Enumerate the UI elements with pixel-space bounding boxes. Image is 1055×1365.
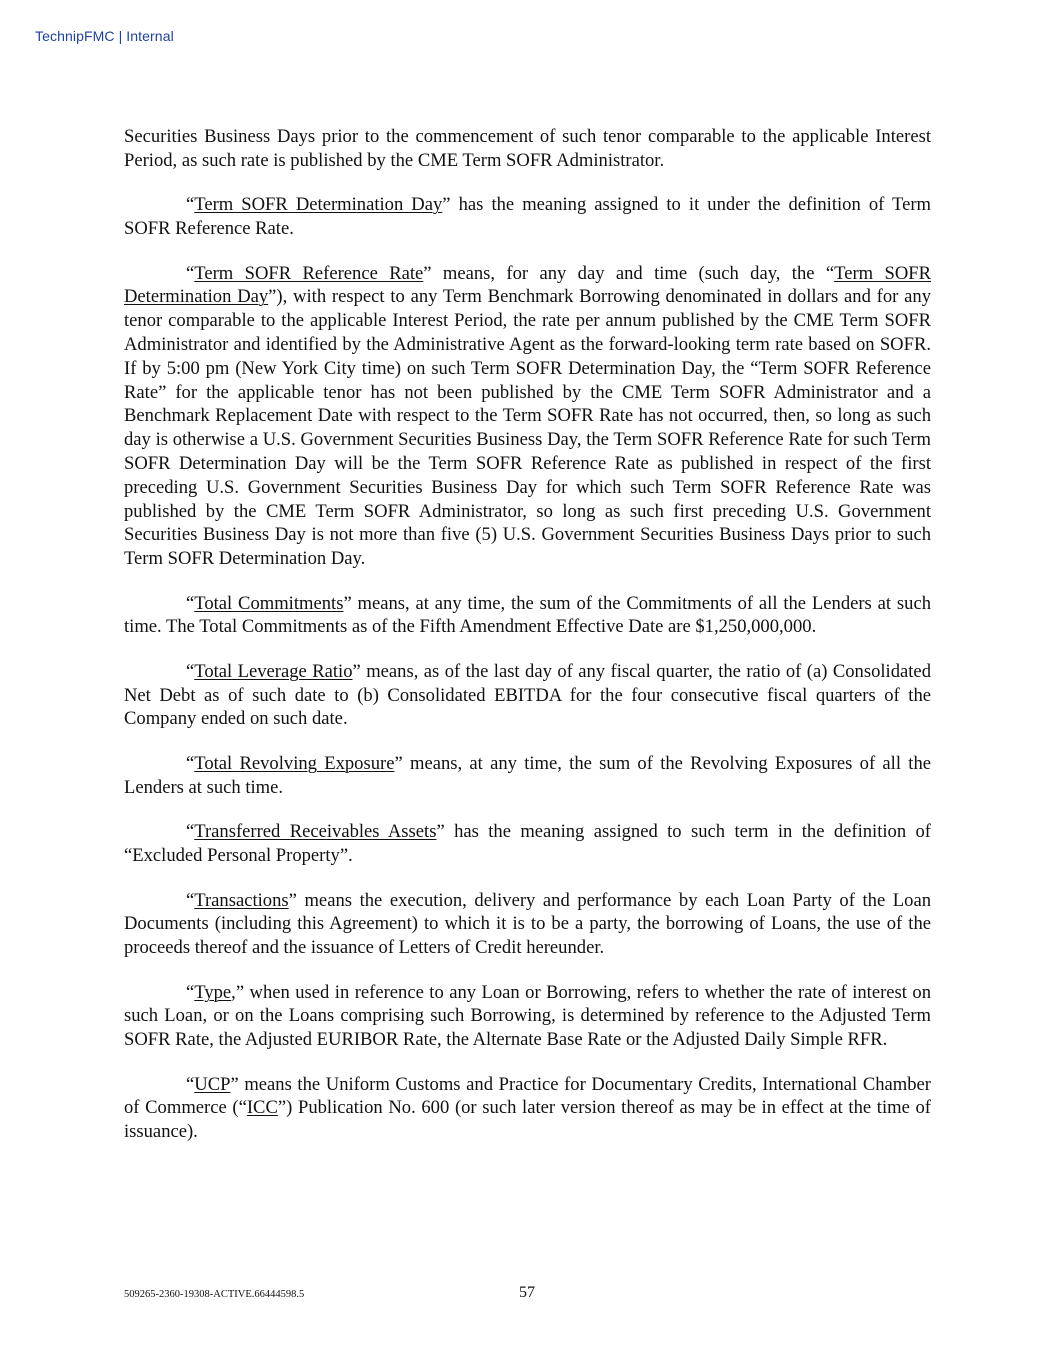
definition-total-leverage-ratio — [124, 660, 931, 731]
paragraph-text: “ — [186, 194, 195, 216]
paragraph-text: Securities Business Days prior to the commencement of such tenor comparable to the applicable Interest Period, as such rate is published by the CME Term SOFR Administrator. — [124, 126, 931, 171]
paragraph-text: “ — [186, 660, 195, 682]
definition-total-commitments — [124, 592, 931, 640]
paragraph-text: ” means, as of the last day of any fiscal quarter, the ratio of (a) Consolidated Net Debt as of such date to (b) Consolidated EBITDA for the four consecutive fiscal quarters of the Company ended on such date. — [124, 660, 931, 730]
continuation-paragraph — [124, 125, 931, 173]
defined-term: Term SOFR Determination Day — [194, 194, 443, 216]
definition-total-revolving-exposure — [124, 752, 931, 800]
paragraph-text: ” has the meaning assigned to it under the definition of Term SOFR Reference Rate. — [124, 194, 931, 240]
paragraph-text: “ — [186, 821, 195, 843]
paragraph-text: ”), with respect to any Term Benchmark Borrowing denominated in dollars and for any tenor comparable to the applicable Interest Period, the rate per annum published by the CME Term SOFR Administrator and identified by the Administrative Agent as the forward-looking term rate based on SOFR. If by 5:00 pm (New York City time) on such Term SOFR Determination Day, the “Term SOFR Reference Rate” for the applicable tenor has not been published by the CME Term SOFR Administrator and a Benchmark Replacement Date with respect to the Term SOFR Rate has not occurred, then, so long as such day is otherwise a U.S. Government Securities Business Day, the Term SOFR Reference Rate for such Term SOFR Determination Day will be the Term SOFR Reference Rate as published in respect of the first preceding U.S. Government Securities Business Day for which such Term SOFR Reference Rate was published by the CME Term SOFR Administrator, so long as such first preceding U.S. Government Securities Business Day is not more than five (5) U.S. Government Securities Business Days prior to such Term SOFR Determination Day. — [124, 286, 931, 570]
defined-term: Total Commitments — [194, 592, 344, 614]
classification-label: TechnipFMC | Internal — [35, 28, 174, 44]
paragraph-text: ” means the execution, delivery and performance by each Loan Party of the Loan Documents (including this Agreement) to which it is to be a party, the borrowing of Loans, the use of the proceeds thereof and the issuance of Letters of Credit hereunder. — [124, 889, 931, 959]
definition-term-sofr-reference-rate — [124, 262, 931, 571]
paragraph-text: “ — [186, 981, 195, 1003]
paragraph-text: ”) Publication No. 600 (or such later version thereof as may be in effect at the time of issuance). — [124, 1097, 932, 1143]
defined-term: UCP — [194, 1073, 231, 1095]
paragraph-text: ” means, at any time, the sum of the Commitments of all the Lenders at such time. The Total Commitments as of the Fifth Amendment Effective Date are $1,250,000,000. — [124, 592, 931, 638]
defined-term: Transferred Receivables Assets — [194, 821, 437, 843]
page-number: 57 — [519, 1284, 535, 1301]
definition-term-sofr-determination-day — [124, 193, 931, 241]
paragraph-text: ” means the Uniform Customs and Practice for Documentary Credits, International Chamber of Commerce (“ — [124, 1073, 931, 1119]
defined-term: ICC — [246, 1097, 278, 1119]
defined-term: Transactions — [194, 889, 289, 911]
paragraph-text: ” means, for any day and time (such day, the “ — [423, 262, 835, 284]
paragraph-text: “ — [186, 1073, 195, 1095]
defined-term: Term SOFR Determination Day — [124, 262, 931, 308]
defined-term: Total Revolving Exposure — [194, 752, 395, 774]
paragraph-text: “ — [186, 262, 195, 284]
paragraph-text: “ — [186, 592, 195, 614]
definition-ucp — [124, 1073, 931, 1144]
defined-term: Total Leverage Ratio — [194, 660, 353, 682]
paragraph-text: “ — [186, 752, 195, 774]
paragraph-text: ” has the meaning assigned to such term in the definition of “Excluded Personal Property”. — [124, 821, 931, 867]
definition-transferred-receivables-assets — [124, 820, 931, 868]
definition-transactions — [124, 889, 931, 960]
footer-document-id: 509265-2360-19308-ACTIVE.66444598.5 — [124, 1289, 305, 1300]
defined-term: Term SOFR Reference Rate — [194, 262, 424, 284]
defined-term: Type — [194, 981, 232, 1003]
paragraph-text: ,” when used in reference to any Loan or Borrowing, refers to whether the rate of interest on such Loan, or on the Loans comprising such Borrowing, is determined by reference to the Adjusted Term SOFR Rate, the Adjusted EURIBOR Rate, the Alternate Base Rate or the Adjusted Daily Simple RFR. — [124, 981, 931, 1051]
paragraph-text: ” means, at any time, the sum of the Revolving Exposures of all the Lenders at such time. — [124, 752, 931, 798]
document-body — [124, 125, 931, 1165]
definition-type — [124, 981, 931, 1052]
paragraph-text: “ — [186, 889, 195, 911]
